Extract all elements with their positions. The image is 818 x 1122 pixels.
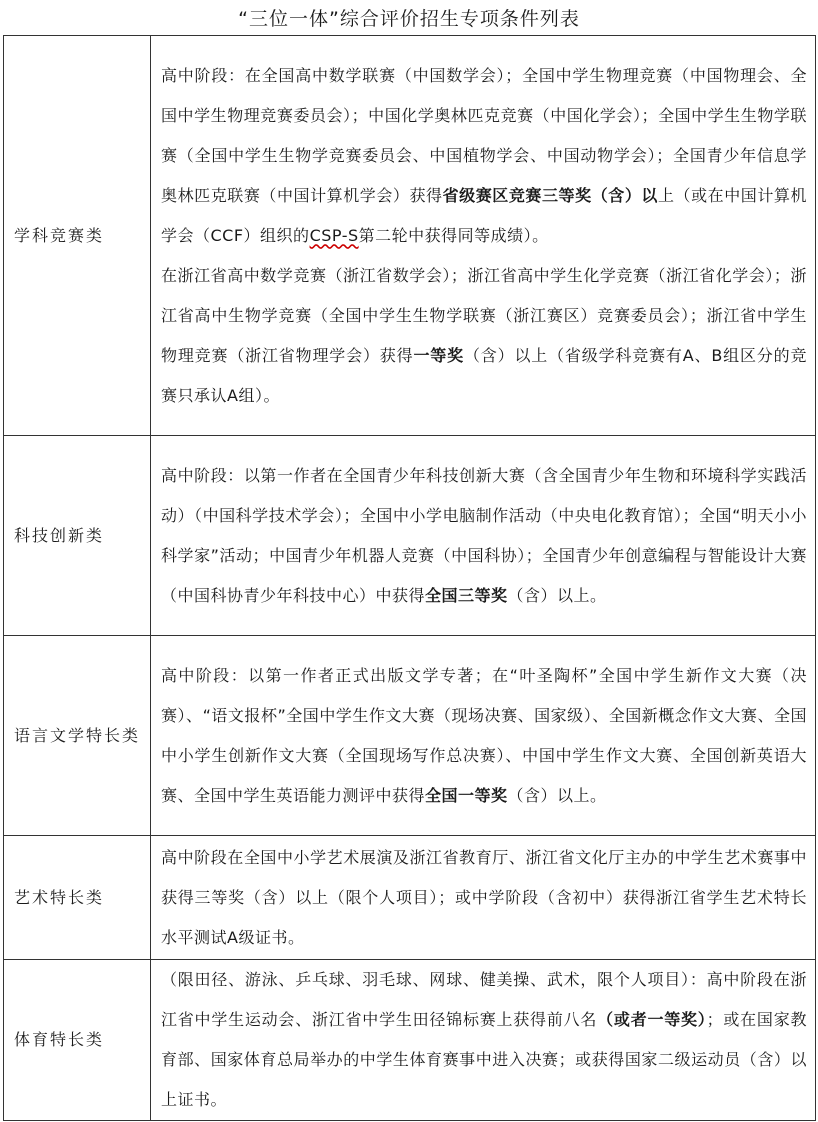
- description-text: 第二轮中获得同等成绩）。: [358, 225, 549, 245]
- description-text: 在浙江省高中数学竞赛（浙江省数学会）；浙江省高中学生化学竞赛（浙江省化学会）；浙江省高中生物学竞赛（全国中学生生物学联赛（浙江赛区）竞赛委员会）；浙江省中学生物理竞赛（浙江省物理学会）获得: [161, 265, 807, 365]
- description-text: 高中阶段在全国中小学艺术展演及浙江省教育厅、浙江省文化厅主办的中学生艺术赛事中获得三等奖（含）以上（限个人项目）；或中学阶段（含初中）获得浙江省学生艺术特长水平测试A级证书。: [161, 847, 807, 947]
- table-row: [4, 836, 816, 960]
- table-row: [4, 636, 816, 836]
- description-paragraph: [161, 256, 807, 416]
- description-text: （限田径、游泳、乒乓球、羽毛球、网球、健美操、武术，限个人项目）：高中阶段在浙江省中学生运动会、浙江省中学生田径锦标赛上获得前八名: [161, 970, 807, 1029]
- description-cell: [151, 36, 816, 436]
- category-cell: 科技创新类: [4, 436, 151, 636]
- award-level-text: 省级赛区竞赛三等奖（含）以: [442, 185, 658, 205]
- award-level-text: （或者一等奖）: [597, 1010, 707, 1029]
- description-cell: [151, 960, 816, 1121]
- description-paragraph: [161, 56, 807, 256]
- award-level-text: 一等奖: [413, 345, 464, 365]
- conditions-table: [3, 35, 816, 1121]
- description-text: （含）以上（省级学科竞赛有A、B组区分的竞赛只承认A组）。: [161, 345, 807, 405]
- award-level-text: 全国一等奖: [425, 785, 508, 805]
- description-cell: [151, 836, 816, 960]
- description-text: 上（或在中国计算机学会（CCF）组织的: [161, 185, 807, 245]
- description-text: （含）以上。: [507, 585, 607, 605]
- table-row: [4, 436, 816, 636]
- category-cell: 体育特长类: [4, 960, 151, 1121]
- award-level-text: 全国三等奖: [425, 585, 508, 605]
- description-text: 高中阶段：以第一作者在全国青少年科技创新大赛（含全国青少年生物和环境科学实践活动）（中国科学技术学会）；全国中小学电脑制作活动（中央电化教育馆）；全国“明天小小科学家”活动；中国青少年机器人竞赛（中国科协）；全国青少年创意编程与智能设计大赛（中国科协青少年科技中心）中获得: [161, 465, 807, 605]
- category-cell: 语言文学特长类: [4, 636, 151, 836]
- table-row: [4, 960, 816, 1121]
- description-text: （含）以上。: [507, 785, 607, 805]
- description-text: 高中阶段：以第一作者正式出版文学专著；在“叶圣陶杯”全国中学生新作文大赛（决赛）、“语文报杯”全国中学生作文大赛（现场决赛、国家级）、全国新概念作文大赛、全国中小学生创新作文大赛（全国现场写作总决赛）、中国中学生作文大赛、全国创新英语大赛、全国中学生英语能力测评中获得: [161, 665, 807, 805]
- category-cell: 艺术特长类: [4, 836, 151, 960]
- description-cell: [151, 636, 816, 836]
- category-cell: 学科竞赛类: [4, 36, 151, 436]
- description-text: ；或在国家教育部、国家体育总局举办的中学生体育赛事中进入决赛；或获得国家二级运动员（含）以上证书。: [161, 1010, 807, 1109]
- csp-s-text: CSP-S: [309, 225, 359, 245]
- description-cell: [151, 436, 816, 636]
- page-title: “三位一体”综合评价招生专项条件列表: [238, 8, 580, 30]
- description-text: 高中阶段：在全国高中数学联赛（中国数学会）；全国中学生物理竞赛（中国物理会、全国中学生物理竞赛委员会）；中国化学奥林匹克竞赛（中国化学会）；全国中学生生物学联赛（全国中学生生物学竞赛委员会、中国植物学会、中国动物学会）；全国青少年信息学奥林匹克联赛（中国计算机学会）获得: [161, 65, 807, 205]
- table-row: [4, 36, 816, 436]
